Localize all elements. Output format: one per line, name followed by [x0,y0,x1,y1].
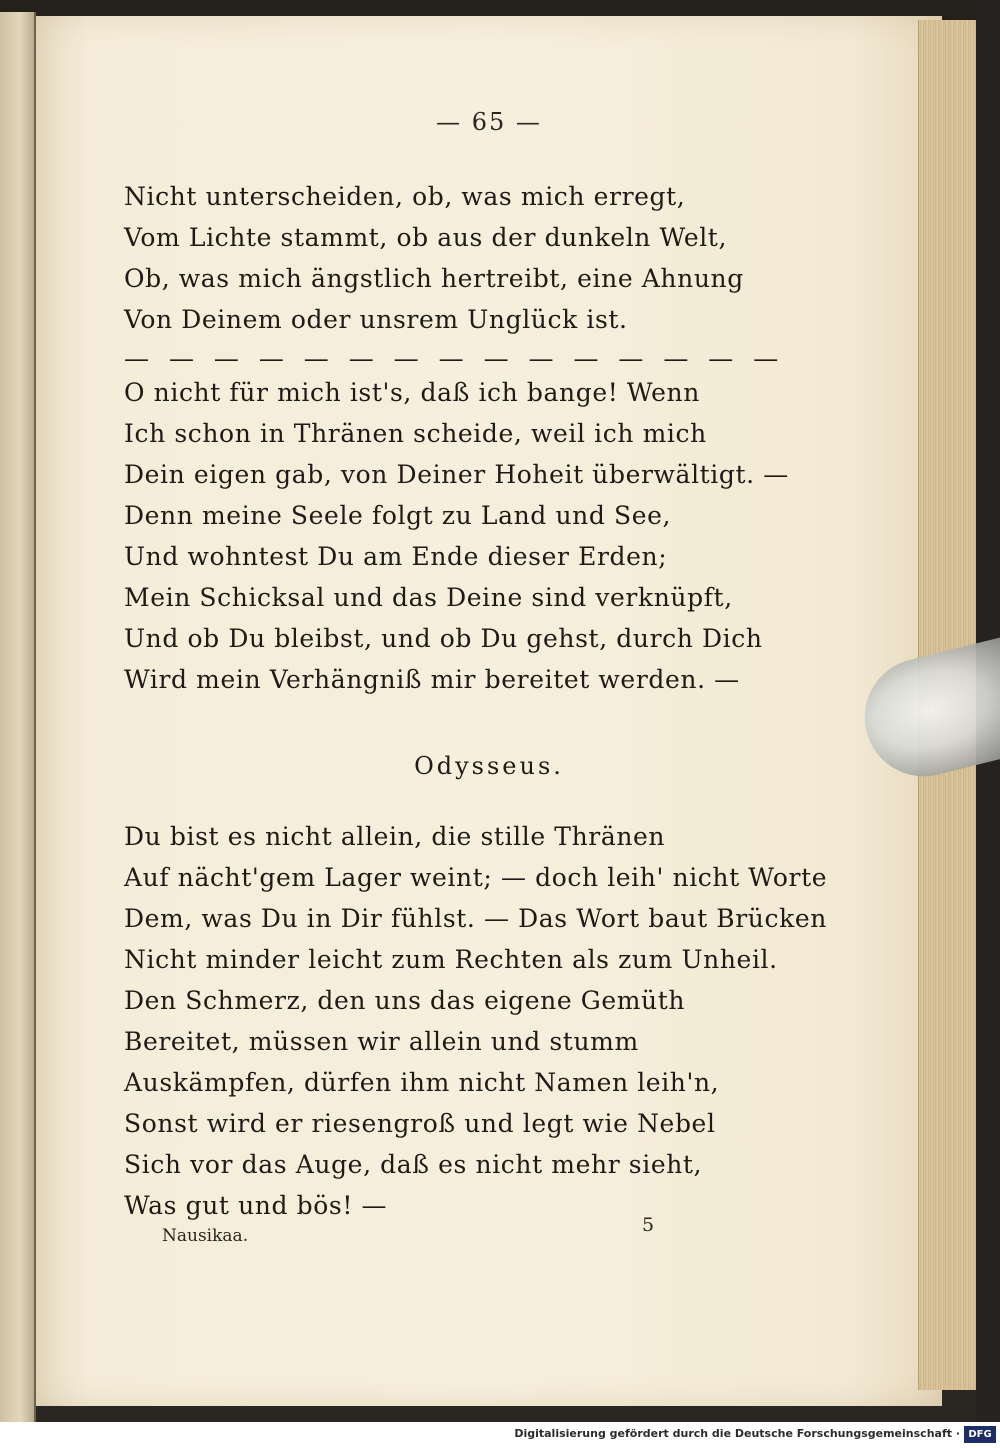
verse-line: Nicht unterscheiden, ob, was mich erregt, [124,182,686,211]
page-number: — 65 — [436,108,542,136]
verse-line: O nicht für mich ist's, daß ich bange! Wenn [124,378,700,407]
section-separator: — — — — — — — — — — — — — — — [124,344,785,373]
verse-line: Was gut und bös! — [124,1191,388,1220]
verse-line: Auf nächt'gem Lager weint; — doch leih' nicht Worte [124,863,828,892]
verse-line: Vom Lichte stammt, ob aus der dunkeln Welt, [124,223,727,252]
verse-line: Sonst wird er riesengroß und legt wie Nebel [124,1109,716,1138]
verse-line: Dem, was Du in Dir fühlst. — Das Wort baut Brücken [124,904,827,933]
verse-line: Wird mein Verhängniß mir bereitet werden. — [124,665,740,694]
verse-line: Ich schon in Thränen scheide, weil ich mich [124,419,707,448]
book-page [36,16,942,1406]
speaker-name: Odysseus. [414,752,564,780]
dfg-logo-icon: DFG [964,1426,996,1443]
verse-line: Denn meine Seele folgt zu Land und See, [124,501,672,530]
verse-line: Von Deinem oder unsrem Unglück ist. [124,305,628,334]
verse-line: Dein eigen gab, von Deiner Hoheit überwältigt. — [124,460,789,489]
verse-line: Den Schmerz, den uns das eigene Gemüth [124,986,686,1015]
verse-line: Und wohntest Du am Ende dieser Erden; [124,542,668,571]
banner-text: Digitalisierung gefördert durch die Deutsche Forschungsgemeinschaft · [514,1427,960,1440]
verse-line: Und ob Du bleibst, und ob Du gehst, durch Dich [124,624,763,653]
verse-line: Mein Schicksal und das Deine sind verknüpft, [124,583,733,612]
verse-line: Sich vor das Auge, daß es nicht mehr sieht, [124,1150,703,1179]
digitization-banner [0,1422,1000,1448]
printer-signature: Nausikaa. [162,1226,249,1246]
verse-line: Ob, was mich ängstlich hertreibt, eine Ahnung [124,264,744,293]
sheet-number: 5 [642,1214,655,1236]
verse-line: Nicht minder leicht zum Rechten als zum Unheil. [124,945,778,974]
verse-line: Bereitet, müssen wir allein und stumm [124,1027,639,1056]
left-page-edge [0,12,36,1422]
verse-line: Auskämpfen, dürfen ihm nicht Namen leih'n, [124,1068,720,1097]
verse-line: Du bist es nicht allein, die stille Thränen [124,822,666,851]
